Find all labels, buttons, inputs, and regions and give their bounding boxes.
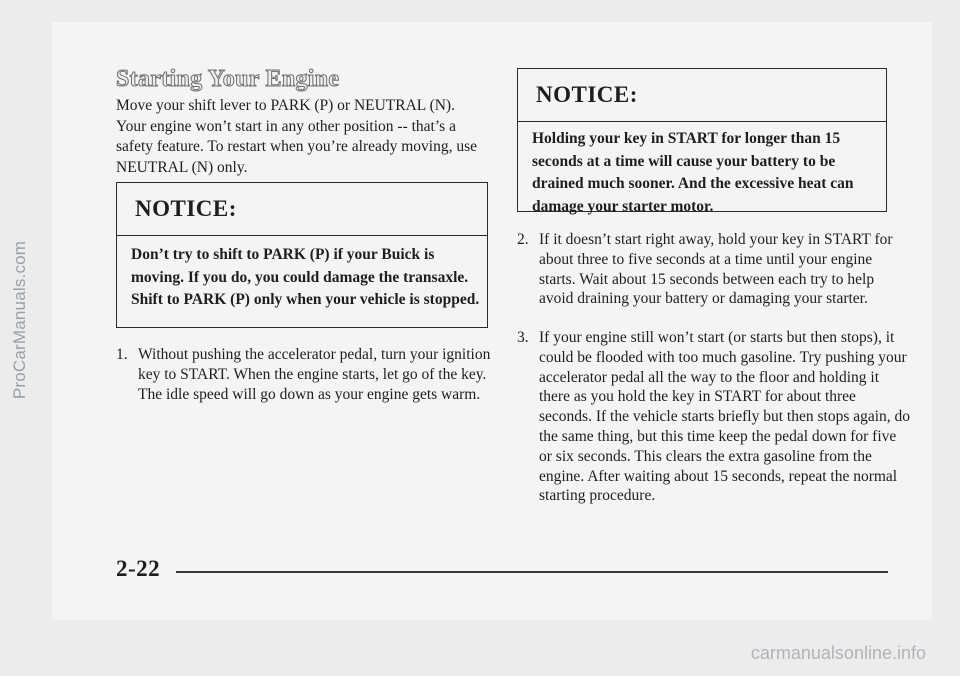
section-heading: Starting Your Engine [116,66,340,92]
step-number: 2. [517,231,529,248]
step-text: Without pushing the accelerator pedal, turn your ignition key to START. When the engine starts, let go of the key. The idle speed will go down as your engine gets warm. [138,346,491,403]
step-text: If your engine still won’t start (or starts but then stops), it could be flooded with too much gasoline. Try pushing your accelerator pedal all the way to the floor and holding it there as you hold the key in START for about three seconds. If the vehicle starts briefly but then stops again, do the same thing, but this time keep the pedal down for five or six seconds. This clears the extra gasoline from the engine. After waiting about 15 seconds, repeat the normal starting procedure. [539,329,911,505]
notice-title: NOTICE: [518,69,886,122]
step-number: 1. [116,346,128,363]
notice-text: Holding your key in START for longer than 15 seconds at a time will cause your battery to be drained much sooner. And the excessive heat can damage your starter motor. [532,130,854,215]
step-number: 3. [517,329,529,346]
step-3 [517,328,911,506]
step-text: If it doesn’t start right away, hold your key in START for about three to five seconds at a time until your engine starts. Wait about 15 seconds between each try to help avoid draining your battery or damaging your starter. [539,231,893,308]
notice-box-park [116,182,488,328]
side-watermark-text: ProCarManuals.com [10,240,29,400]
side-watermark [6,130,34,510]
step-2 [517,230,907,309]
notice-box-key [517,68,887,215]
step-1 [116,345,503,404]
bottom-watermark: carmanualsonline.info [750,643,926,663]
notice-text: Don’t try to shift to PARK (P) if your Buick is moving. If you do, you could damage the transaxle. Shift to PARK (P) only when your vehicle is stopped. [131,246,480,308]
intro-paragraph: Move your shift lever to PARK (P) or NEUTRAL (N). Your engine won’t start in any other position -- that’s a safety feature. To restart when you’re already moving, use NEUTRAL (N) only. [116,97,478,176]
page-number: 2-22 [116,556,161,581]
footer-rule [176,571,888,573]
notice-title: NOTICE: [117,183,487,236]
